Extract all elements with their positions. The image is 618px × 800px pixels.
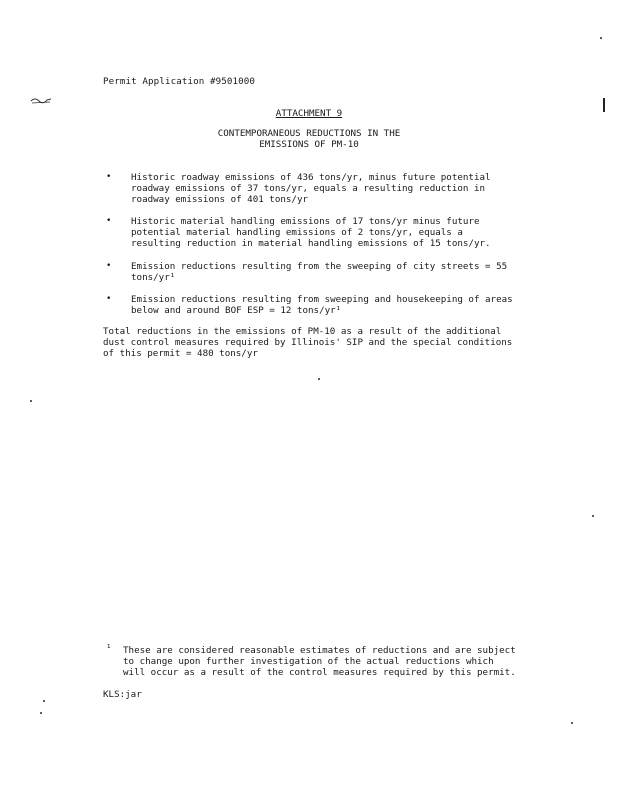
scan-speck (318, 378, 320, 380)
bullet-3-line-1: Emission reductions resulting from the sweeping of city streets = 55 (131, 261, 508, 272)
total-line-3: of this permit = 480 tons/yr (103, 348, 258, 359)
bullet-4-marker: • (106, 294, 112, 304)
total-line-2: dust control measures required by Illinois' SIP and the special conditions (103, 337, 513, 348)
footnote-text (123, 645, 563, 678)
total-reductions-paragraph (103, 326, 553, 359)
bullet-4-line-2: below and around BOF ESP = 12 tons/yr¹ (131, 305, 342, 316)
bullet-2-line-3: resulting reduction in material handling emissions of 15 tons/yr. (131, 238, 491, 249)
bullet-2-line-1: Historic material handling emissions of 17 tons/yr minus future (131, 216, 480, 227)
footnote-line-3: will occur as a result of the control measures required by this permit. (123, 667, 516, 678)
bullet-1-marker: • (106, 172, 112, 182)
bullet-1-line-3: roadway emissions of 401 tons/yr (131, 194, 309, 205)
scan-speck (600, 37, 602, 39)
typist-initials: KLS:jar (103, 689, 142, 700)
bullet-1-line-2: roadway emissions of 37 tons/yr, equals a resulting reduction in (131, 183, 486, 194)
footnote-mark: ¹ (106, 643, 112, 654)
bullet-4-text (131, 294, 551, 316)
bullet-3-marker: • (106, 261, 112, 271)
attachment-title: ATTACHMENT 9 (275, 108, 343, 119)
scan-speck (592, 515, 594, 517)
bullet-2-marker: • (106, 216, 112, 226)
scan-speck (571, 722, 573, 724)
margin-scribble (30, 96, 52, 104)
bullet-4-line-1: Emission reductions resulting from sweeping and housekeeping of areas (131, 294, 513, 305)
footnote-line-2: to change upon further investigation of the actual reductions which (123, 656, 494, 667)
scan-speck (43, 700, 45, 702)
bullet-2-text (131, 216, 551, 249)
bullet-3-text (131, 261, 551, 283)
total-line-1: Total reductions in the emissions of PM-10 as a result of the additional (103, 326, 502, 337)
footnote-line-1: These are considered reasonable estimates of reductions and are subject (123, 645, 516, 656)
bullet-1-text (131, 172, 551, 205)
scan-speck (30, 400, 32, 402)
bullet-3-line-2: tons/yr¹ (131, 272, 176, 283)
scan-speck (40, 712, 42, 714)
bullet-2-line-2: potential material handling emissions of 2 tons/yr, equals a (131, 227, 463, 238)
attachment-subtitle-1: CONTEMPORANEOUS REDUCTIONS IN THE (217, 128, 401, 139)
attachment-subtitle-2: EMISSIONS OF PM-10 (259, 139, 359, 150)
bullet-1-line-1: Historic roadway emissions of 436 tons/yr, minus future potential (131, 172, 491, 183)
permit-application-line: Permit Application #9501000 (103, 76, 256, 87)
